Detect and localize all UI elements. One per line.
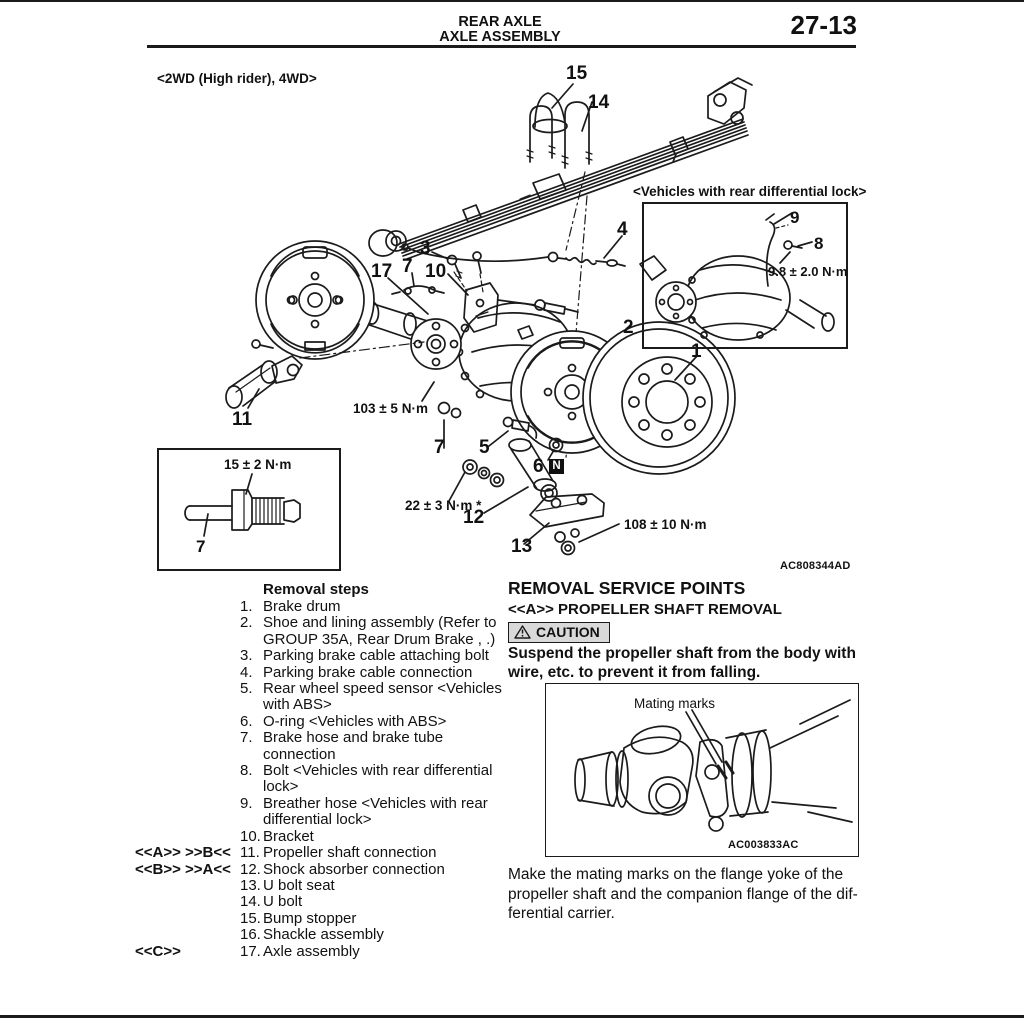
mating-marks-label: Mating marks [634, 696, 716, 711]
caution-label: CAUTION [536, 624, 600, 640]
step-10: 10. Bracket [240, 827, 314, 845]
callout-15: 15 [566, 63, 588, 84]
marker-a-11: <<A>> [135, 844, 181, 862]
step-11: <<A>> >>B<< 11. Propeller shaft connection [135, 844, 437, 862]
step-15: 15. Bump stopper [240, 909, 357, 927]
step-1: 1. Brake drum [240, 598, 341, 615]
step-12: <<B>> >>A<< 12. Shock absorber connection [135, 860, 445, 878]
callout-10: 10 [425, 261, 447, 282]
callout-7-top: 7 [402, 256, 413, 277]
header-title-line1: REAR AXLE [458, 14, 542, 30]
step-6: 6. O-ring <Vehicles with ABS> [240, 712, 447, 730]
variant-label: <2WD (High rider), 4WD> [157, 71, 317, 86]
callout-7-mid: 7 [434, 437, 445, 458]
callout-13: 13 [511, 536, 533, 557]
torque-u-bolt-nut: 108 ± 10 N·m [624, 517, 707, 532]
left-backing-plate-art [256, 241, 374, 359]
caution-text: Suspend the propeller shaft from the body with wire, etc. to prevent it from falling. [508, 645, 856, 681]
removal-steps-heading: Removal steps [263, 581, 369, 598]
bump-stopper-ubolt-art [527, 84, 592, 250]
torque-shock-absorber: 22 ± 3 N·m * [405, 498, 482, 513]
step-17: <<C>> 17. Axle assembly [135, 942, 360, 960]
callout-5: 5 [479, 437, 490, 458]
callout-12: 12 [463, 507, 485, 528]
step-2-cont: GROUP 35A, Rear Drum Brake , .) [263, 630, 496, 648]
step-13: 13. U bolt seat [240, 876, 335, 894]
marker-b-11: >>B<< [185, 844, 231, 862]
service-points-title: REMOVAL SERVICE POINTS [508, 578, 746, 598]
marker-a-17: <<C>> [135, 942, 181, 960]
callout-11: 11 [232, 409, 253, 430]
step-5-cont: with ABS> [263, 696, 332, 714]
callout-8: 8 [814, 234, 824, 253]
callout-3: 3 [420, 238, 431, 259]
torque-axle-shaft-nut: 103 ± 5 N·m [353, 401, 428, 416]
callout-6: 6 [533, 456, 544, 477]
service-points-body: Make the mating marks on the flange yoke of the propeller shaft and the companion flange of the dif- ferential carrier. [508, 866, 858, 922]
callout-1: 1 [691, 341, 702, 362]
warning-triangle-icon [514, 625, 531, 639]
service-points-subtitle: <<A>> PROPELLER SHAFT REMOVAL [508, 601, 782, 618]
caution-box [508, 622, 610, 643]
callout-4: 4 [617, 219, 628, 240]
step-7-cont: connection [263, 745, 336, 763]
torque-diff-lock-bolt: 9.8 ± 2.0 N·m [768, 264, 848, 279]
header-title-line2: AXLE ASSEMBLY [439, 29, 561, 45]
ubolt-seat-art [524, 494, 619, 555]
step-3: 3. Parking brake cable attaching bolt [240, 647, 489, 665]
torque-brake-hose: 15 ± 2 N·m [224, 457, 292, 472]
step-14: 14. U bolt [240, 893, 303, 911]
step-9: 9. Breather hose <Vehicles with rear [240, 794, 488, 812]
step-5: 5. Rear wheel speed sensor <Vehicles [240, 680, 502, 698]
step-9-cont: differential lock> [263, 811, 372, 829]
step-16: 16. Shackle assembly [240, 926, 384, 944]
marker-b-12: >>A<< [185, 860, 231, 878]
step-2: 2. Shoe and lining assembly (Refer to [240, 614, 497, 632]
figure-code-main: AC808344AD [780, 560, 851, 572]
callout-2: 2 [623, 317, 634, 338]
page-number: 27-13 [790, 10, 857, 40]
diff-lock-inset-title: <Vehicles with rear differential lock> [633, 184, 867, 199]
step-8-cont: lock> [263, 778, 299, 796]
callout-7-inset: 7 [196, 537, 206, 556]
figure-code-mating: AC003833AC [728, 839, 799, 851]
non-reusable-part-symbol: N [549, 459, 564, 474]
callout-17: 17 [371, 261, 393, 282]
callout-9: 9 [790, 208, 800, 227]
callout-14: 14 [588, 92, 610, 113]
companion-flange-art [411, 319, 461, 448]
removal-steps-list [135, 599, 517, 960]
step-8: 8. Bolt <Vehicles with rear differential [240, 762, 493, 780]
marker-a-12: <<B>> [135, 860, 181, 878]
step-7: 7. Brake hose and brake tube [240, 729, 444, 747]
step-4: 4. Parking brake cable connection [240, 663, 473, 681]
